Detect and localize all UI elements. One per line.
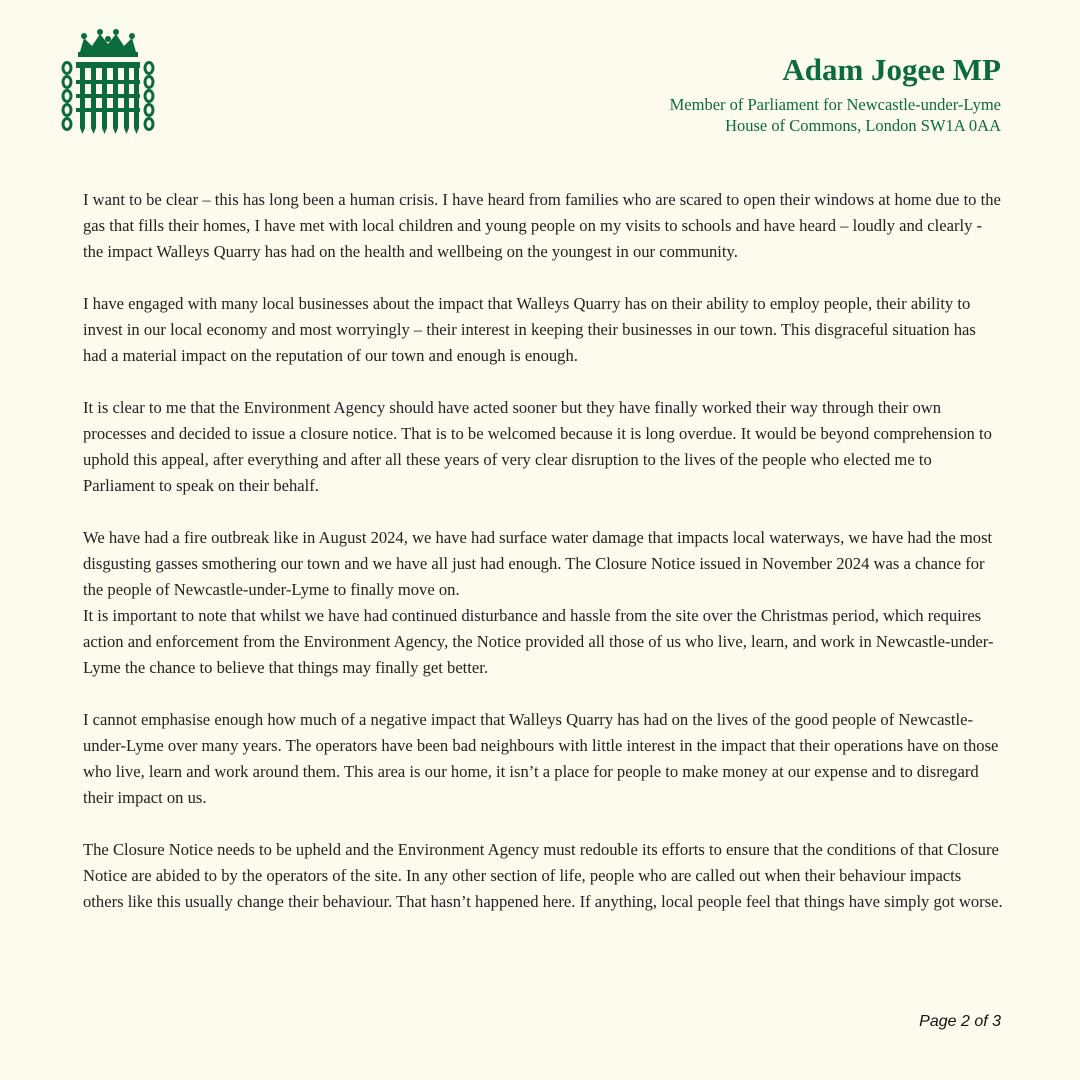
paragraph: The Closure Notice needs to be upheld and the Environment Agency must redouble its efforts to ensure that the conditions of that Closure Notice are abided to by the operators of the site. In any other section of life, people who are called out when their behaviour impacts others like this usually change their behaviour. That hasn’t happened here. If anything, local people feel that things have simply got worse.	[83, 840, 1003, 911]
portcullis-crown-icon	[60, 28, 156, 138]
mp-role: Member of Parliament for Newcastle-under-Lyme	[669, 95, 1001, 114]
letterhead	[670, 52, 1001, 136]
letter-body	[83, 187, 1003, 941]
paragraph: It is important to note that whilst we have had continued disturbance and hassle from the site over the Christmas period, which requires action and enforcement from the Environment Agency, the Notice provided all those of us who live, learn, and work in Newcastle-under-Lyme the chance to believe that things may finally get better.	[83, 606, 994, 677]
page-number: Page 2 of 3	[919, 1013, 1001, 1030]
mp-name: Adam Jogee MP	[782, 52, 1001, 87]
mp-address: House of Commons, London SW1A 0AA	[725, 116, 1001, 135]
paragraph: I cannot emphasise enough how much of a negative impact that Walleys Quarry has had on the lives of the good people of Newcastle-under-Lyme over many years. The operators have been bad neighbours with little interest in the impact that their operations have on those who live, learn and work around them. This area is our home, it isn’t a place for people to make money at our expense and to disregard their impact on us.	[83, 710, 999, 807]
paragraph: We have had a fire outbreak like in August 2024, we have had surface water damage that impacts local waterways, we have had the most disgusting gasses smothering our town and we have all just had enough. The Closure Notice issued in November 2024 was a chance for the people of Newcastle-under-Lyme to finally move on.	[83, 528, 993, 599]
paragraph: It is clear to me that the Environment Agency should have acted sooner but they have finally worked their way through their own processes and decided to issue a closure notice. That is to be welcomed because it is long overdue. It would be beyond comprehension to uphold this appeal, after everything and after all these years of very clear disruption to the lives of the people who elected me to Parliament to speak on their behalf.	[83, 398, 992, 495]
paragraph: I have engaged with many local businesses about the impact that Walleys Quarry has on their ability to employ people, their ability to invest in our local economy and most worryingly – their interest in keeping their businesses in our town. This disgraceful situation has had a material impact on the reputation of our town and enough is enough.	[83, 294, 976, 365]
parliament-portcullis-logo	[60, 28, 156, 138]
paragraph: I want to be clear – this has long been a human crisis. I have heard from families who are scared to open their windows at home due to the gas that fills their homes, I have met with local children and young people on my visits to schools and have heard – loudly and clearly - the impact Walleys Quarry has had on the health and wellbeing on the youngest in our community.	[83, 190, 1001, 261]
